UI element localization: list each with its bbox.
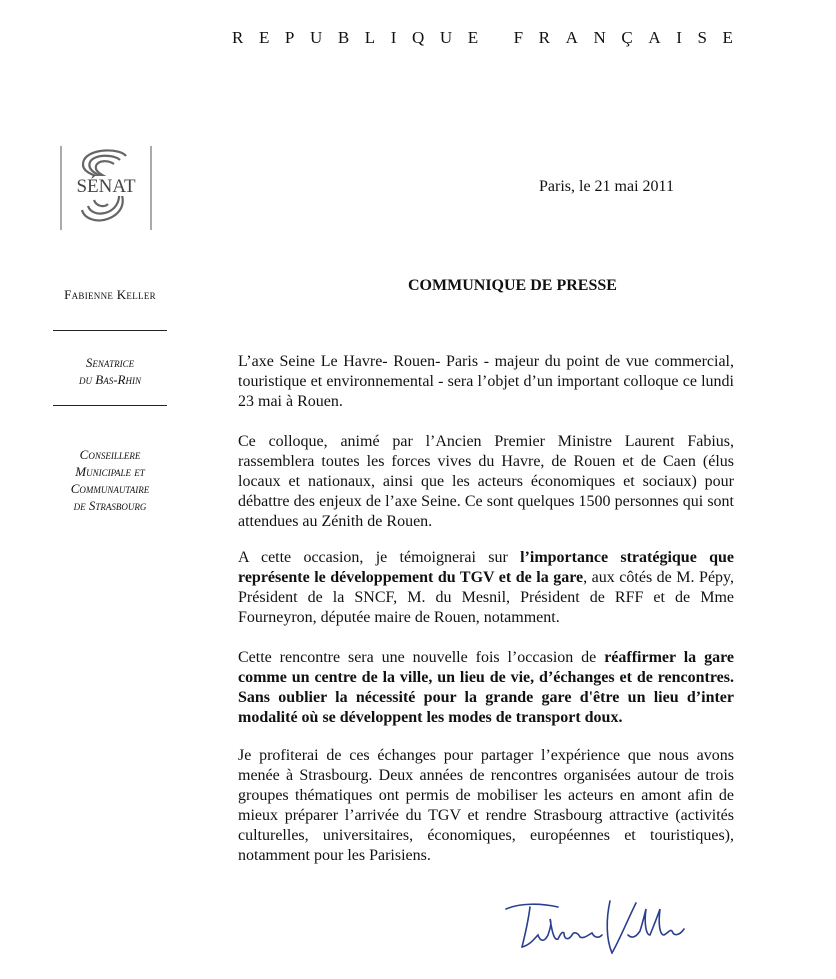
role-line: Conseillere xyxy=(79,447,141,462)
sender-name: Fabienne Keller xyxy=(64,287,156,302)
divider xyxy=(53,405,167,406)
senator-role xyxy=(40,354,180,388)
senat-logo-text: SÉNAT xyxy=(76,176,136,197)
role-line: de Strasbourg xyxy=(73,498,147,513)
role-line: du Bas-Rhin xyxy=(79,372,141,387)
paragraph-3 xyxy=(238,548,734,628)
role-line: Municipale et xyxy=(75,464,145,479)
paragraph-3-text: A cette occasion, je témoignerai sur xyxy=(238,549,521,566)
paragraph-5: Je profiterai de ces échanges pour partager l’expérience que nous avons menée à Strasbourg. Deux années de rencontres organisées autour de trois groupes thématiques ont permis de mobiliser les acteurs en amont afin de mieux préparer l’arrivée du TGV et rendre Strasbourg attractive (activités culturelles, universitaires, économiques, européennes et touristiques), notamment pour les Parisiens. xyxy=(238,747,734,864)
paragraph-1: L’axe Seine Le Havre- Rouen- Paris - majeur du point de vue commercial, touristique et environnemental - sera l’objet d’un important colloque ce lundi 23 mai à Rouen. xyxy=(238,353,734,410)
document-title: COMMUNIQUE DE PRESSE xyxy=(408,277,617,294)
paragraph-4-text: Cette rencontre sera une nouvelle fois l’occasion de xyxy=(238,649,605,666)
senat-logo xyxy=(60,146,152,230)
council-role xyxy=(40,446,180,514)
paragraph-4-bold: réaffirmer la gare comme un centre de la ville, un lieu de vie, d’échanges et de rencontres. Sans oublier la nécessité pour la grande gare d'être un lieu d’inter modalité où se développent les modes de transport doux. xyxy=(238,649,734,726)
divider xyxy=(53,330,167,331)
role-line: Communautaire xyxy=(70,481,150,496)
paragraph-3-text-end: , aux côtés de M. Pépy, Président de la SNCF, M. du Mesnil, Président de RFF et de Mme Fourneyron, députée maire de Rouen, notamment. xyxy=(238,569,735,626)
paragraph-4 xyxy=(238,648,734,728)
paragraph-3-bold: l’importance stratégique que représente le développement du TGV et de la gare xyxy=(238,549,734,586)
republic-header: REPUBLIQUE FRANÇAISE xyxy=(232,28,749,47)
paragraph-2: Ce colloque, animé par l’Ancien Premier Ministre Laurent Fabius, rassemblera toutes les forces vives du Havre, de Rouen et de Caen (élus locaux et nationaux, ainsi que les acteurs économiques et sociaux) pour débattre des enjeux de l’axe Seine. Ce sont quelques 1500 personnes qui sont attendues au Zénith de Rouen. xyxy=(238,433,734,530)
date: Paris, le 21 mai 2011 xyxy=(539,178,674,195)
role-line: Senatrice xyxy=(85,355,135,370)
handwritten-signature xyxy=(500,895,700,965)
